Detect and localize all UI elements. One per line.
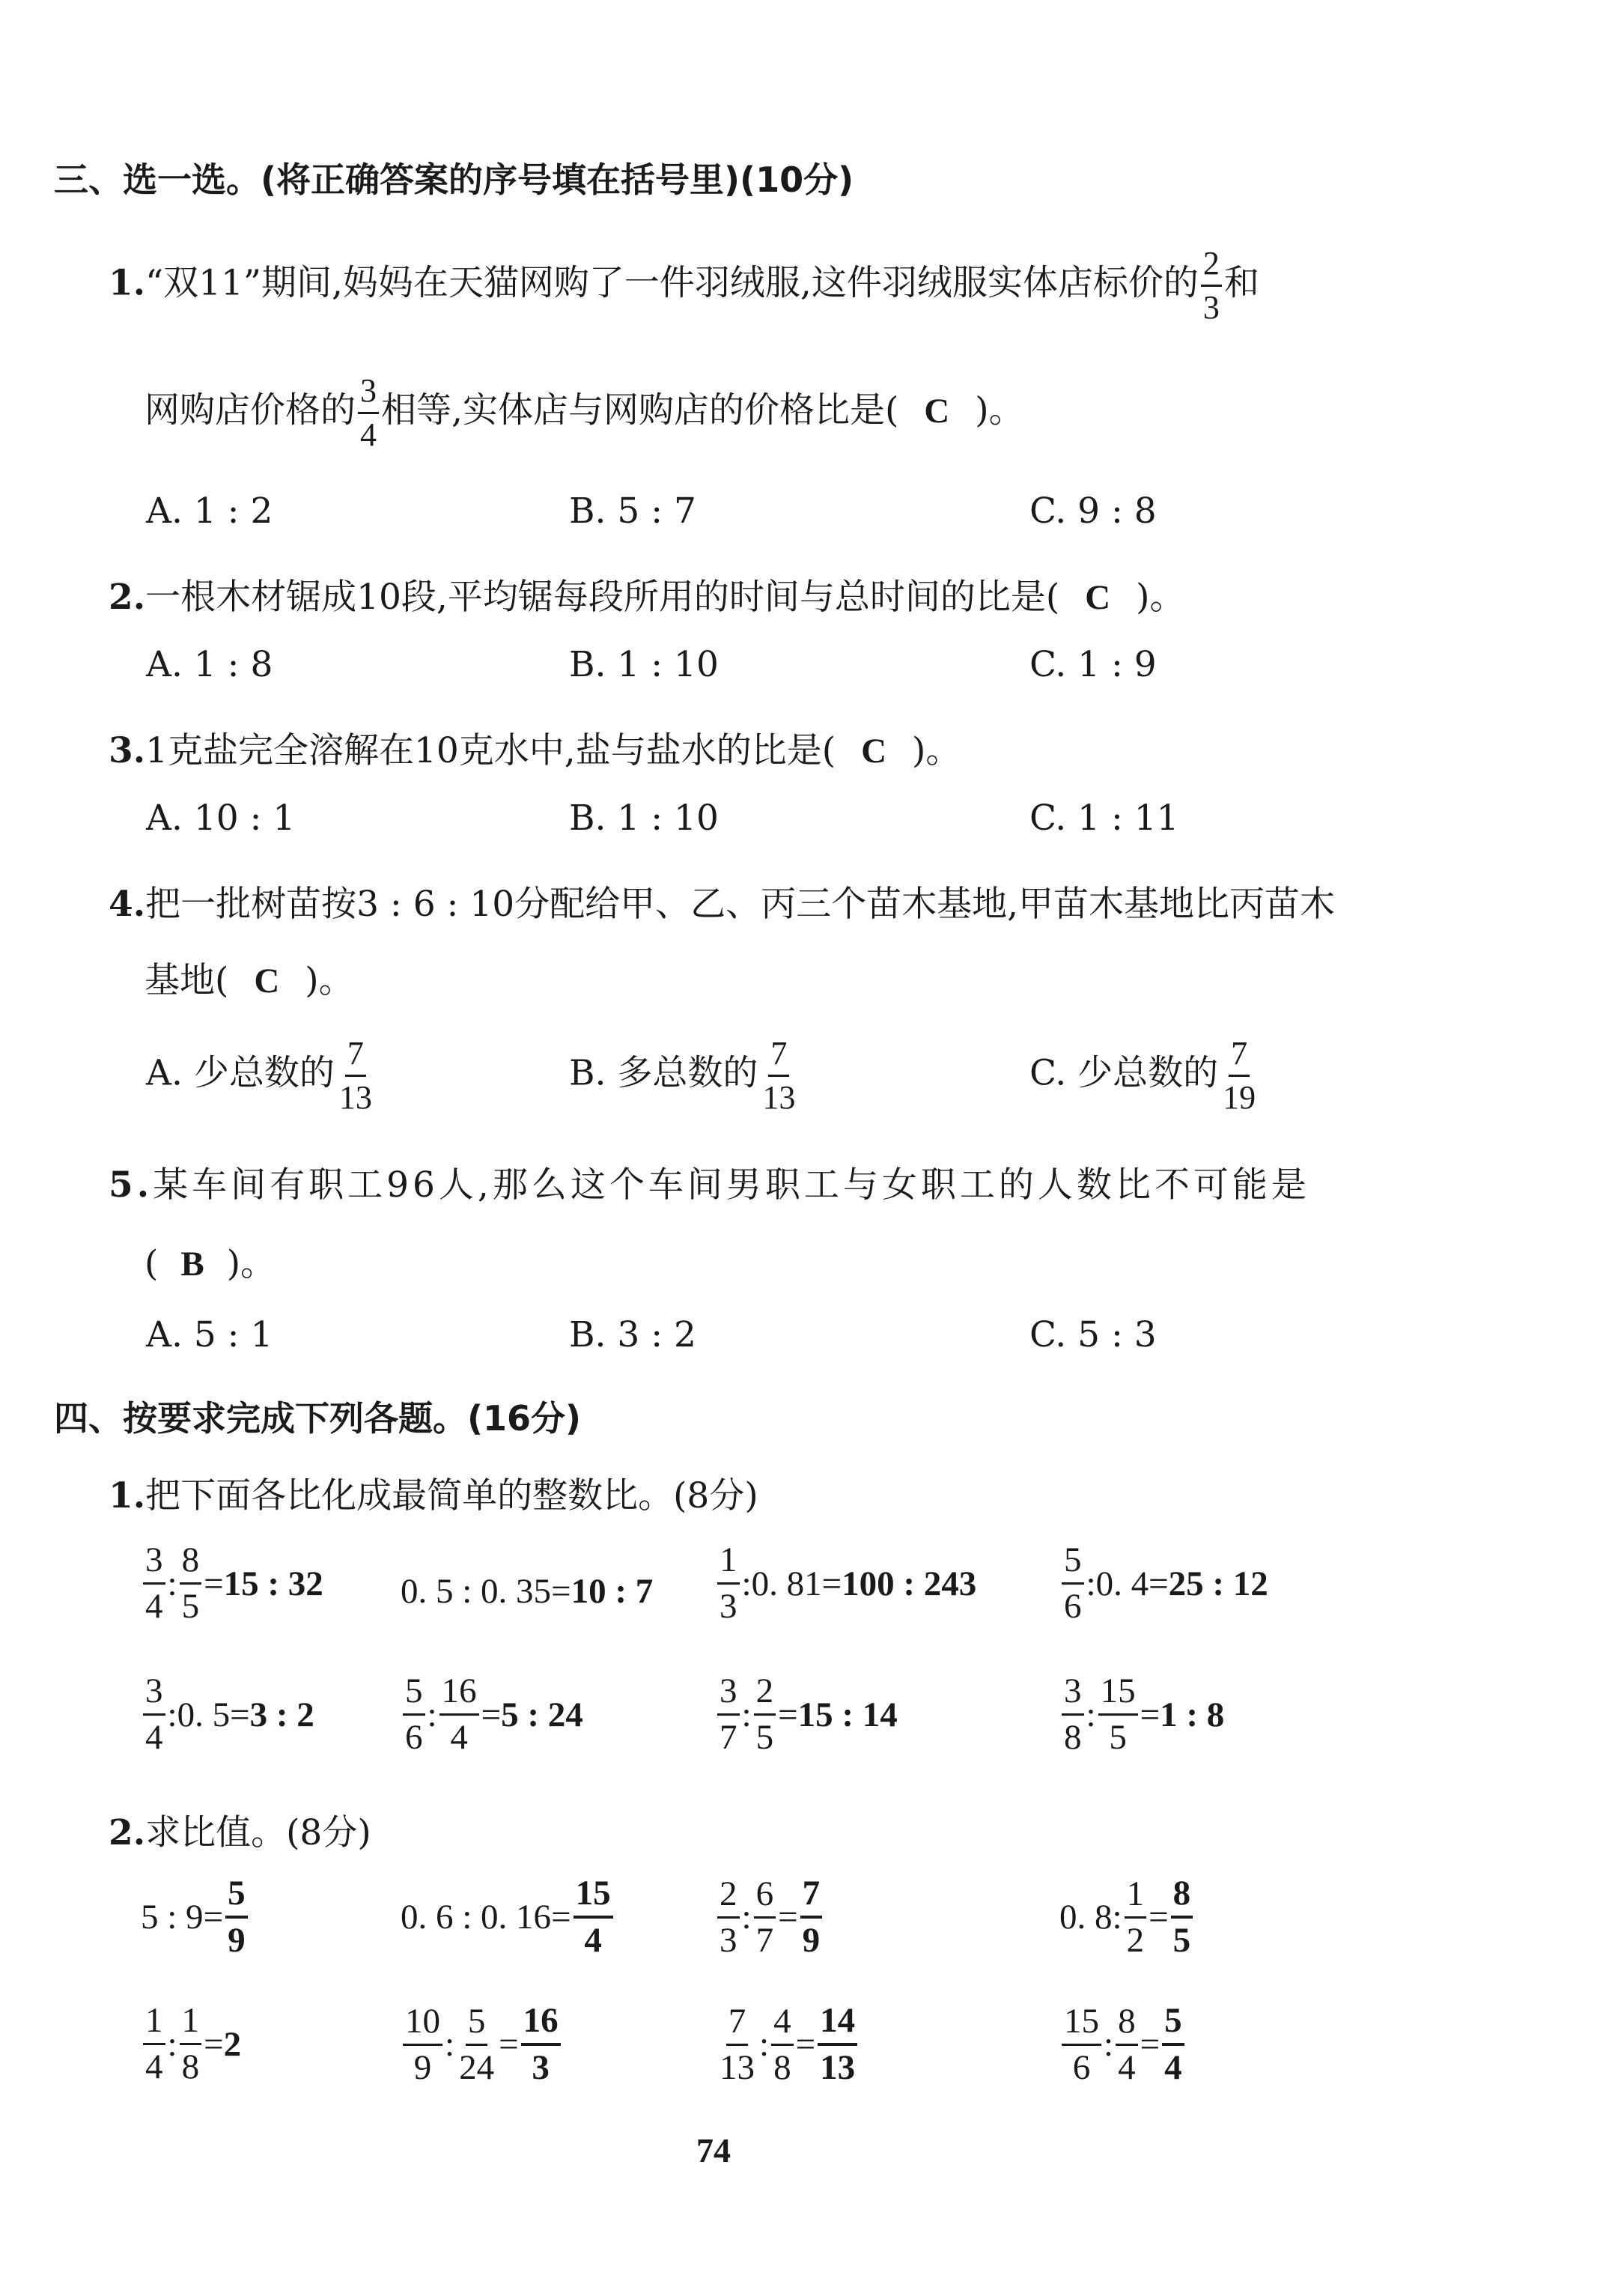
q3-option-b: B. 1 : 10 [569, 798, 719, 839]
q4-text2: 基地( [145, 960, 229, 1001]
page-number: 74 [696, 2131, 731, 2169]
p1-r2-item4: $\frac{3}{8}$ : $\frac{15}{5}$ = 1 : 8 [1059, 1674, 1224, 1755]
q5-line1 [109, 1157, 1310, 1207]
p2-r2-item4: $\frac{15}{6}$ : $\frac{8}{4}$ = $\frac{5}{4}$ [1059, 2003, 1187, 2086]
p1-r1-item2: 0. 5 : 0. 35 = 10 : 7 [401, 1572, 654, 1611]
q2-end: )。 [1136, 577, 1185, 618]
q4-number: 4. [109, 884, 146, 925]
q3-number: 3. [109, 730, 146, 771]
q1-text-e: )。 [975, 389, 1024, 431]
q1-answer: C [924, 391, 950, 431]
q4-option-c: C. 少总数的 $\frac{7}{19}$ [1029, 1035, 1256, 1116]
q5-line2 [145, 1236, 276, 1286]
q3-option-a: A. 10 : 1 [146, 798, 296, 839]
q5-option-c: C. 5 : 3 [1029, 1314, 1157, 1355]
q1-line2 [145, 374, 1024, 452]
q2-line [109, 569, 1184, 619]
q5-option-a: A. 5 : 1 [146, 1314, 273, 1355]
q4-option-b: B. 多总数的 $\frac{7}{13}$ [569, 1035, 796, 1116]
q1-text-c: 网购店价格的 [145, 389, 356, 431]
q2-option-a: A. 1 : 8 [146, 644, 273, 685]
q4-text: 把一批树苗按3 : 6 : 10分配给甲、乙、丙三个苗木基地,甲苗木基地比丙苗木 [145, 884, 1336, 925]
q1-option-c: C. 9 : 8 [1029, 491, 1157, 532]
p1-r2-item1: $\frac{3}{4}$ : 0. 5 = 3 : 2 [141, 1674, 314, 1755]
q3-text: 1克盐完全溶解在10克水中,盐与盐水的比是( [145, 730, 836, 771]
q2-option-b: B. 1 : 10 [569, 644, 719, 685]
p2-r2-item1: $\frac{1}{4}$ : $\frac{1}{8}$ = 2 [141, 2003, 241, 2085]
q1-fraction-1: $\frac{2}{3}$ [1201, 247, 1222, 324]
q5-answer: B [180, 1245, 204, 1284]
q4-line1 [109, 876, 1335, 926]
q2-option-c: C. 1 : 9 [1029, 644, 1157, 685]
p2-r2-item3: $\frac{7}{13}$ : $\frac{4}{8}$ = $\frac{14}{13}$ [715, 2003, 860, 2086]
p1-heading: 1.把下面各比化成最简单的整数比。(8分) [109, 1475, 758, 1516]
p2-r1-item2: 0. 6 : 0. 16 = $\frac{15}{4}$ [401, 1876, 615, 1958]
p2-heading: 2.求比值。(8分) [109, 1812, 371, 1853]
p2-r1-item1: 5 : 9 = $\frac{5}{9}$ [141, 1876, 250, 1958]
q2-number: 2. [109, 577, 146, 618]
q1-text-b: 和 [1223, 262, 1259, 304]
section4-title: 四、按要求完成下列各题。(16分) [54, 1398, 582, 1439]
q1-text-a: “双11”期间,妈妈在天猫网购了一件羽绒服,这件羽绒服实体店标价的 [145, 262, 1199, 304]
p1-r1-item1: $\frac{3}{4}$ : $\frac{8}{5}$ = 15 : 32 [141, 1543, 323, 1624]
q1-fraction-2: $\frac{3}{4}$ [358, 374, 379, 452]
q2-answer: C [1085, 578, 1111, 617]
p1-r2-item2: $\frac{5}{6}$ : $\frac{16}{4}$ = 5 : 24 [401, 1674, 583, 1755]
q3-end: )。 [912, 730, 961, 771]
q5-text: 某车间有职工96人,那么这个车间男职工与女职工的人数比不可能是 [153, 1164, 1310, 1206]
q1-number: 1. [109, 262, 146, 304]
p1-r1-item4: $\frac{5}{6}$ : 0. 4 = 25 : 12 [1059, 1543, 1268, 1624]
q5-option-b: B. 3 : 2 [569, 1314, 696, 1355]
q4-option-a: A. 少总数的 $\frac{7}{13}$ [146, 1035, 372, 1116]
q4-line2 [145, 953, 354, 1003]
q1-line1 [109, 247, 1259, 324]
q5-number: 5. [109, 1164, 153, 1206]
p2-r2-item2: $\frac{10}{9}$ : $\frac{5}{24}$ = $\frac{16}{3}$ [401, 2003, 563, 2086]
q5-end: )。 [226, 1243, 276, 1284]
q4-answer: C [254, 962, 280, 1000]
section3-title: 三、选一选。(将正确答案的序号填在括号里)(10分) [54, 160, 854, 200]
q3-line [109, 723, 961, 773]
q2-text: 一根木材锯成10段,平均锯每段所用的时间与总时间的比是( [145, 577, 1060, 618]
q3-option-c: C. 1 : 11 [1029, 798, 1179, 839]
q5-text2: ( [145, 1243, 159, 1284]
q4-end: )。 [305, 960, 354, 1001]
p1-r2-item3: $\frac{3}{7}$ : $\frac{2}{5}$ = 15 : 14 [715, 1674, 898, 1755]
q1-option-b: B. 5 : 7 [569, 491, 696, 532]
p2-r1-item3: $\frac{2}{3}$ : $\frac{6}{7}$ = $\frac{7}{9}$ [715, 1876, 824, 1958]
q1-text-d: 相等,实体店与网购店的价格比是( [381, 389, 899, 431]
q1-option-a: A. 1 : 2 [146, 491, 273, 532]
p1-r1-item3: $\frac{1}{3}$ : 0. 81 = 100 : 243 [715, 1543, 976, 1624]
q3-answer: C [861, 732, 887, 771]
p2-r1-item4: 0. 8 : $\frac{1}{2}$ = $\frac{8}{5}$ [1059, 1876, 1195, 1958]
